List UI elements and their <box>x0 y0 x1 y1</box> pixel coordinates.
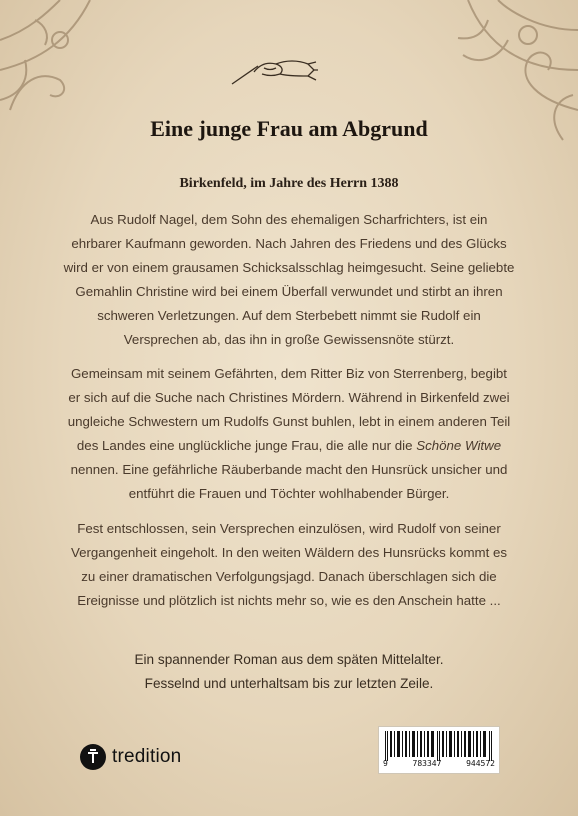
blurb-paragraph-1: Aus Rudolf Nagel, dem Sohn des ehemaligen Scharfrichters, ist ein ehrbarer Kaufmann geworden. Nach Jahren des Friedens und des Glücks wird er von einem grausamen Schicksalsschlag heimgesucht. Seine geliebte Gemahlin Christine wird bei einem Überfall verwundet und stirbt an ihren schweren Verletzungen. Auf dem Sterbebett nimmt sie Rudolf ein Versprechen ab, das ihn in große Gewissensnöte stürzt. <box>63 212 515 347</box>
tagline: Ein spannender Roman aus dem späten Mittelalter. Fesselnd und unterhaltsam bis zur letzten Zeile. <box>134 652 444 691</box>
barcode-icon <box>385 731 493 761</box>
blurb-paragraph-3: Fest entschlossen, sein Versprechen einzulösen, wird Rudolf von seiner Vergangenheit eingeholt. In den weiten Wäldern des Hunsrücks kommt es zu einer dramatischen Verfolgungsjagd. Danach überschlagen sich die Ereignisse und plötzlich ist nichts mehr so, wie es den Anschein hatte ... <box>70 521 508 608</box>
emphasis-text: Schöne Witwe <box>416 438 502 453</box>
tredition-logo-icon <box>80 744 106 770</box>
publisher-logo <box>80 744 181 770</box>
blurb-paragraph-2: Gemeinsam mit seinem Gefährten, dem Ritter Biz von Sterrenberg, begibt er sich auf die Suche nach Christines Mördern. Während in Birkenfeld zwei ungleiche Schwestern um Rudolfs Gunst buhlen, lebt in einem anderen Teil des Landes eine unglückliche junge Frau, die alle nur die Schöne Witwe nennen. Eine gefährliche Räuberbande macht den Hunsrück unsicher und entführt die Frauen und Töchter wohlhabender Bürger. <box>67 366 511 501</box>
barcode-digits: 9 783347 944572 <box>383 759 495 768</box>
book-subtitle: Birkenfeld, im Jahre des Herrn 1388 <box>179 176 399 191</box>
publisher-name: tredition <box>112 746 182 767</box>
book-title: Eine junge Frau am Abgrund <box>150 116 428 141</box>
quill-hand-icon <box>228 54 320 90</box>
isbn-barcode <box>378 726 500 774</box>
